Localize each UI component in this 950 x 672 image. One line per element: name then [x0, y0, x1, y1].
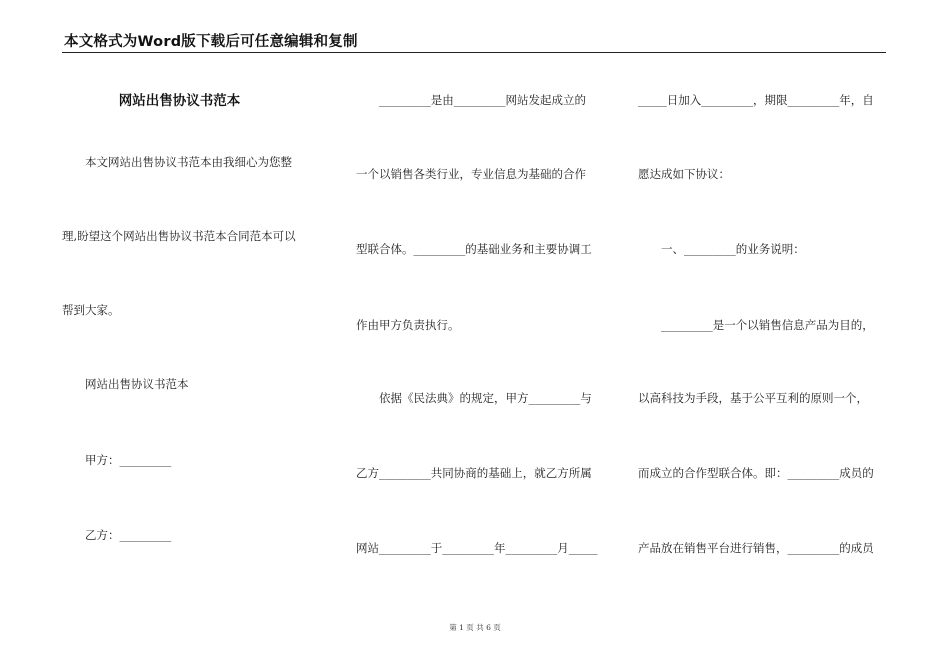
- paragraph-line: 型联合体。_________的基础业务和主要协调工: [356, 242, 592, 256]
- text-column-2: [356, 0, 616, 672]
- party-a-line: 甲方：_________: [62, 453, 172, 467]
- paragraph-line: 作由甲方负责执行。: [356, 318, 460, 332]
- text-column-1: [62, 0, 332, 672]
- text-column-3: [638, 0, 888, 672]
- paragraph-line: _________是一个以销售信息产品为目的，: [638, 318, 874, 332]
- paragraph-line: 帮到大家。: [62, 303, 120, 317]
- paragraph-line: _____日加入_________，期限_________年，自: [638, 93, 874, 107]
- page-indicator: 第 1 页 共 6 页: [449, 623, 501, 632]
- paragraph-line: 愿达成如下协议：: [638, 167, 730, 181]
- paragraph-line: 乙方_________共同协商的基础上，就乙方所属: [356, 466, 592, 480]
- paragraph-line: 以高科技为手段，基于公平互利的原则一个，: [638, 391, 868, 405]
- paragraph-line: 网站_________于_________年_________月_____: [356, 541, 598, 555]
- section-heading: 一、_________的业务说明：: [638, 242, 805, 256]
- paragraph-line: 产品放在销售平台进行销售，_________的成员: [638, 541, 874, 555]
- paragraph-line: _________是由_________网站发起成立的: [356, 93, 586, 107]
- party-b-line: 乙方：_________: [62, 528, 172, 542]
- paragraph-line: 依据《民法典》的规定，甲方_________与: [356, 391, 592, 405]
- document-title: 网站出售协议书范本: [118, 93, 241, 109]
- paragraph-line: 一个以销售各类行业，专业信息为基础的合作: [356, 167, 586, 181]
- paragraph-line: 本文网站出售协议书范本由我细心为您整: [62, 155, 292, 169]
- paragraph-line: 理,盼望这个网站出售协议书范本合同范本可以: [62, 229, 296, 243]
- document-header-banner: 本文格式为Word版下载后可任意编辑和复制: [64, 34, 358, 50]
- paragraph-line: 而成立的合作型联合体。即：_________成员的: [638, 466, 874, 480]
- section-heading: 网站出售协议书范本: [62, 377, 189, 391]
